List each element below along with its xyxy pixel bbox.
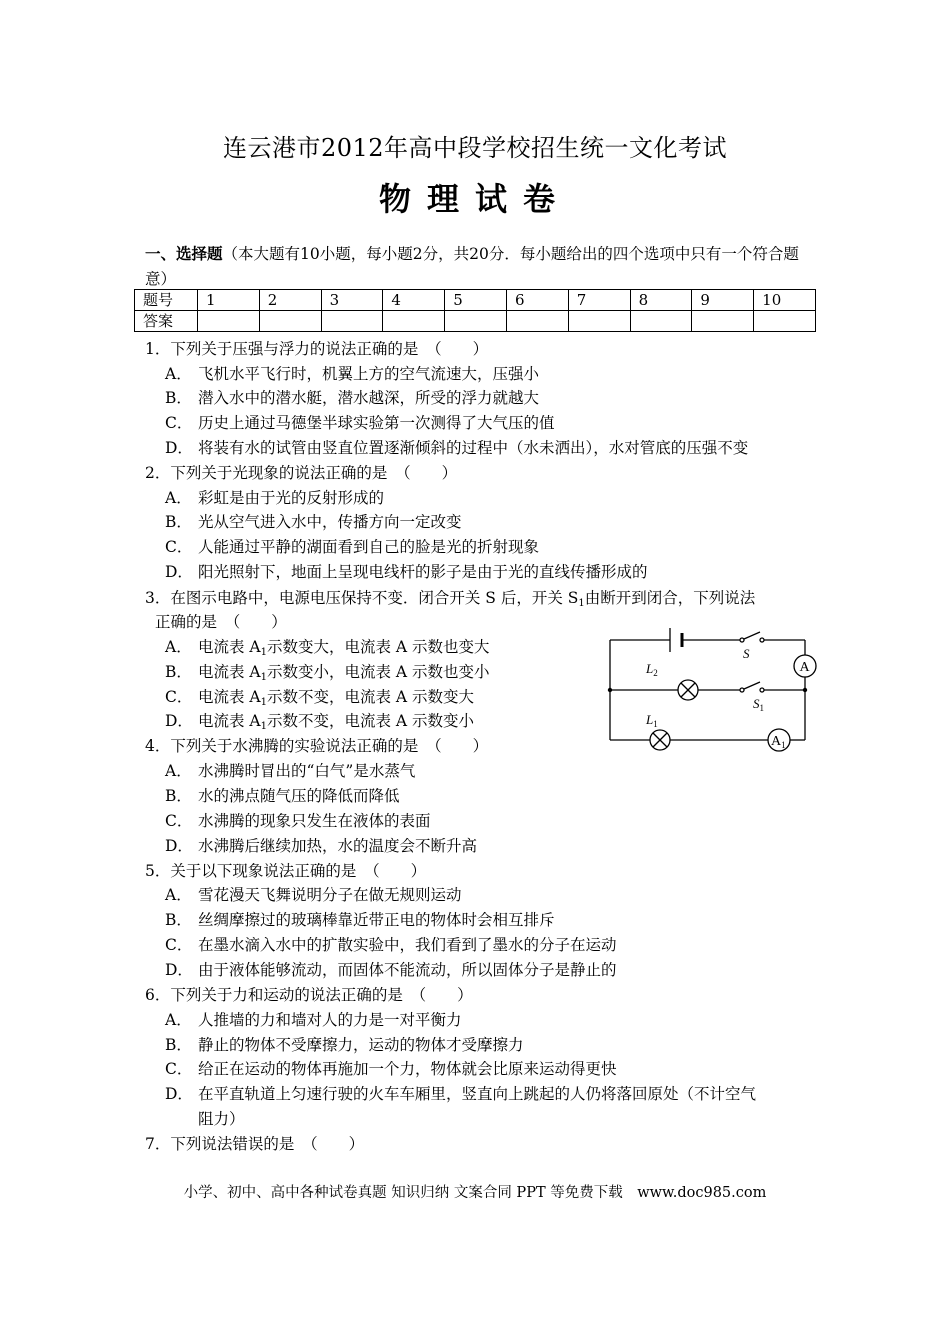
lamp-l1-label [645, 712, 658, 729]
option-text: 电流表 A [198, 688, 261, 706]
answer-table-header-row [135, 290, 816, 311]
table-cell-number: 7 [568, 290, 630, 311]
option-text: 人能通过平静的湖面看到自己的脸是光的折射现象 [198, 538, 540, 556]
question-4-option-a [165, 759, 415, 783]
option-letter: A． [165, 365, 192, 383]
question-1-option-b [165, 386, 539, 410]
section-description: （本大题有10小题，每小题2分，共20分．每小题给出的四个选项中只有一个符合题意） [145, 245, 799, 288]
answer-cell[interactable] [383, 311, 445, 332]
switch-s1 [740, 682, 764, 692]
question-2-option-c [165, 535, 539, 559]
table-row-label: 题号 [135, 290, 198, 311]
answer-cell[interactable] [198, 311, 260, 332]
option-letter: B． [165, 1036, 192, 1054]
option-letter: D． [165, 712, 193, 730]
answer-table [134, 289, 816, 332]
lamp-l1-letter: L [646, 712, 654, 727]
question-6-stem: 6．下列关于力和运动的说法正确的是 （ ） [145, 986, 473, 1004]
option-text: 潜入水中的潜水艇，潜水越深，所受的浮力就越大 [198, 389, 540, 407]
question-5-stem: 5．关于以下现象说法正确的是 （ ） [145, 862, 427, 880]
option-letter: A． [165, 489, 192, 507]
answer-cell[interactable] [506, 311, 568, 332]
option-text: 历史上通过马德堡半球实验第一次测得了大气压的值 [198, 414, 555, 432]
question-4-stem: 4．下列关于水沸腾的实验说法正确的是 （ ） [145, 737, 489, 755]
option-text: 在平直轨道上匀速行驶的火车车厢里，竖直向上跳起的人仍将落回原处（不计空气 [198, 1085, 757, 1103]
option-text: 由于液体能够流动，而固体不能流动，所以固体分子是静止的 [198, 961, 617, 979]
option-text: 彩虹是由于光的反射形成的 [198, 489, 385, 507]
option-letter: D． [165, 837, 193, 855]
lamp-l1 [650, 730, 670, 750]
table-cell-number: 5 [445, 290, 507, 311]
section-heading [145, 241, 810, 292]
question-5-option-b [165, 908, 555, 932]
ammeter-a1-letter: A [771, 734, 782, 749]
question-1-option-c [165, 411, 555, 435]
question-6-option-d [165, 1082, 756, 1106]
option-letter: A． [165, 762, 192, 780]
option-letter: D． [165, 563, 193, 581]
option-text: 雪花漫天飞舞说明分子在做无规则运动 [198, 886, 462, 904]
switch-s1-label [753, 696, 764, 713]
lamp-l2-label [645, 661, 658, 678]
answer-cell[interactable] [692, 311, 754, 332]
option-letter: A． [165, 1011, 192, 1029]
option-letter: A． [165, 886, 192, 904]
ammeter-a1-subscript: 1 [781, 740, 786, 750]
ammeter-a1 [768, 729, 790, 751]
option-letter: C． [165, 414, 193, 432]
question-2-stem: 2．下列关于光现象的说法正确的是 （ ） [145, 464, 458, 482]
option-text: 静止的物体不受摩擦力，运动的物体才受摩擦力 [198, 1036, 524, 1054]
option-letter: B． [165, 911, 192, 929]
question-6-option-c [165, 1057, 617, 1081]
option-text: 光从空气进入水中，传播方向一定改变 [198, 513, 462, 531]
stem-text: 3．在图示电路中，电源电压保持不变．闭合开关 S 后，开关 S [145, 589, 579, 607]
option-letter: C． [165, 1060, 193, 1078]
battery-symbol [670, 628, 682, 652]
table-cell-number: 9 [692, 290, 754, 311]
option-text: 示数不变，电流表 A 示数变大 [267, 688, 475, 706]
answer-table-answer-row [135, 311, 816, 332]
option-letter: C． [165, 936, 193, 954]
stem-text: 由断开到闭合，下列说法 [584, 589, 756, 607]
option-text: 水沸腾的现象只发生在液体的表面 [198, 812, 431, 830]
switch-s1-subscript: 1 [759, 703, 764, 713]
question-5-option-a [165, 883, 462, 907]
option-text: 水的沸点随气压的降低而降低 [198, 787, 400, 805]
option-letter: C． [165, 688, 193, 706]
switch-s [740, 632, 764, 642]
question-6-option-a [165, 1008, 462, 1032]
option-letter: B． [165, 787, 192, 805]
option-subscript: 1 [260, 672, 267, 683]
answer-cell[interactable] [754, 311, 816, 332]
section-title: 一、选择题 [145, 244, 223, 263]
option-letter: B． [165, 513, 192, 531]
stem-subscript: 1 [578, 598, 585, 609]
question-2-option-a [165, 486, 384, 510]
exam-subtitle: 物理试卷 [378, 180, 571, 218]
answer-cell[interactable] [568, 311, 630, 332]
option-text: 水沸腾后继续加热，水的温度会不断升高 [198, 837, 478, 855]
option-text: 电流表 A [198, 712, 261, 730]
question-5-option-d [165, 958, 617, 982]
table-cell-number: 10 [754, 290, 816, 311]
answer-cell[interactable] [321, 311, 383, 332]
lamp-l2-letter: L [646, 661, 654, 676]
question-2-option-d [165, 560, 648, 584]
option-subscript: 1 [260, 647, 267, 658]
table-cell-number: 6 [506, 290, 568, 311]
table-cell-number: 2 [259, 290, 321, 311]
question-5-option-c [165, 933, 617, 957]
table-cell-number: 1 [198, 290, 260, 311]
option-text: 阳光照射下，地面上呈现电线杆的影子是由于光的直线传播形成的 [198, 563, 648, 581]
lamp-l2-subscript: 2 [653, 668, 658, 678]
exam-title: 连云港市2012年高中段学校招生统一文化考试 [222, 134, 728, 162]
answer-cell[interactable] [630, 311, 692, 332]
option-text: 将装有水的试管由竖直位置逐渐倾斜的过程中（水未洒出），水对管底的压强不变 [198, 439, 749, 457]
option-letter: C． [165, 812, 193, 830]
question-3-stem-continued: 正确的是 （ ） [155, 613, 287, 631]
option-text: 丝绸摩擦过的玻璃棒靠近带正电的物体时会相互排斥 [198, 911, 555, 929]
option-subscript: 1 [260, 721, 267, 732]
ammeter-a [794, 655, 816, 677]
circuit-diagram [600, 615, 825, 755]
table-cell-number: 8 [630, 290, 692, 311]
option-text: 示数变小，电流表 A 示数也变小 [267, 663, 490, 681]
option-letter: D． [165, 1085, 193, 1103]
answer-cell[interactable] [259, 311, 321, 332]
option-letter: D． [165, 961, 193, 979]
table-row-label: 答案 [135, 311, 198, 332]
option-text: 电流表 A [198, 663, 261, 681]
circuit-wires [610, 640, 805, 740]
option-letter: B． [165, 663, 192, 681]
option-letter: A． [165, 638, 192, 656]
option-text: 电流表 A [198, 638, 261, 656]
switch-s1-letter: S [753, 696, 760, 711]
option-text: 示数变大，电流表 A 示数也变大 [267, 638, 490, 656]
table-cell-number: 4 [383, 290, 445, 311]
question-1-option-d [165, 436, 748, 460]
lamp-l1-subscript: 1 [653, 719, 658, 729]
table-cell-number: 3 [321, 290, 383, 311]
option-letter: B． [165, 389, 192, 407]
question-1-stem: 1．下列关于压强与浮力的说法正确的是 （ ） [145, 340, 489, 358]
option-text: 示数不变，电流表 A 示数变小 [267, 712, 475, 730]
option-letter: C． [165, 538, 193, 556]
lamp-l2 [678, 680, 698, 700]
option-text: 给正在运动的物体再施加一个力，物体就会比原来运动得更快 [198, 1060, 617, 1078]
question-4-option-d [165, 834, 477, 858]
switch-s-label: S [743, 646, 750, 661]
ammeter-a-label: A [799, 660, 810, 675]
question-6-option-b [165, 1033, 524, 1057]
option-text: 飞机水平飞行时，机翼上方的空气流速大，压强小 [198, 365, 540, 383]
question-7-stem: 7．下列说法错误的是 （ ） [145, 1135, 365, 1153]
answer-cell[interactable] [445, 311, 507, 332]
question-1-option-a [165, 362, 539, 386]
question-4-option-b [165, 784, 400, 808]
page-footer: 小学、初中、高中各种试卷真题 知识归纳 文案合同 PPT 等免费下载 www.doc985.com [183, 1185, 767, 1201]
option-subscript: 1 [260, 697, 267, 708]
question-6-option-d-continued: 阻力） [198, 1110, 245, 1128]
question-2-option-b [165, 510, 462, 534]
option-text: 水沸腾时冒出的“白气”是水蒸气 [198, 762, 416, 780]
option-letter: D． [165, 439, 193, 457]
option-text: 人推墙的力和墙对人的力是一对平衡力 [198, 1011, 462, 1029]
option-text: 在墨水滴入水中的扩散实验中，我们看到了墨水的分子在运动 [198, 936, 617, 954]
question-4-option-c [165, 809, 431, 833]
